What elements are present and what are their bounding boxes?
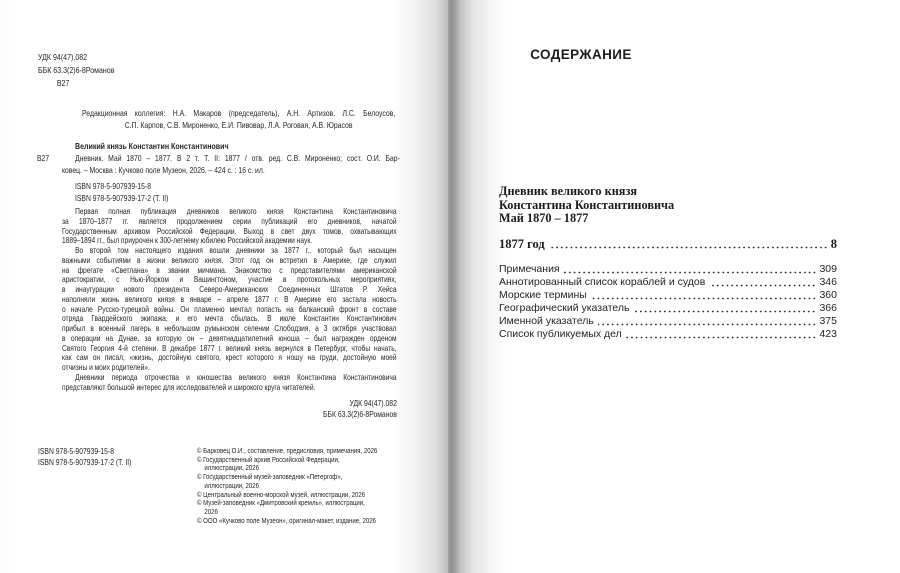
copyright-entry	[197, 499, 377, 516]
editorial-board	[82, 107, 395, 131]
annotation-line: как сам он писал, «жизнь, достойную святого, крест которого я ношу на груди, достойную моей	[62, 353, 397, 363]
toc-item	[499, 263, 837, 276]
annotation-paragraph	[62, 373, 397, 393]
annotation-line: о начале Русско-турецкой войны. Он пламенно мечтал попасть на балканский фронт в составе	[62, 304, 397, 314]
classification-codes	[38, 51, 114, 90]
annotation-line: Дневники периода отрочества и юношества великого князя Константина Константиновича	[75, 372, 397, 382]
annotation-line: Святого Георгия 4-й степени. В декабре 1877 г. великий князь вернулся в Петербург, чтобы начать,	[62, 343, 397, 353]
annotation-line: 1889–1894 гг., был приурочен к 300-летнему юбилею Российской академии наук.	[62, 236, 313, 246]
editorial-board-line: Редакционная коллегия: Н.А. Макаров (председатель), А.Н. Артизов, Л.С. Белоусов,	[82, 108, 396, 118]
copyright-line: иллюстрации, 2026	[204, 480, 260, 490]
annotation-paragraph	[62, 246, 397, 373]
toc-item	[499, 276, 837, 289]
toc-item-label: Морские термины	[499, 289, 587, 301]
copyright-line: © Барковец О.И., составление, предисловия, примечания, 2026	[197, 446, 378, 455]
catalog-entry-description	[62, 152, 400, 176]
toc-item-page: 309	[819, 263, 837, 275]
catalog-entry-isbn	[75, 180, 168, 204]
isbn-line: ISBN 978-5-907939-15-8	[38, 446, 115, 456]
dot-leader	[626, 336, 817, 339]
toc-main-section	[499, 236, 837, 252]
isbn-line: ISBN 978-5-907939-17-2 (Т. II)	[38, 457, 132, 467]
isbn-line: ISBN 978-5-907939-17-2 (Т. II)	[75, 193, 169, 203]
dot-leader	[564, 271, 817, 274]
copyright-line: © ООО «Кучково поле Музеон», оригинал-макет, издание, 2026	[197, 515, 376, 525]
dot-leader	[633, 310, 816, 313]
annotation-line: отчизны и моих родителей».	[62, 363, 150, 372]
isbn-line: ISBN 978-5-907939-15-8	[75, 181, 152, 191]
toc-item	[499, 289, 837, 302]
catalog-entry-mark: В27	[37, 153, 50, 163]
left-page-imprint	[0, 0, 448, 573]
toc-main-section-label: 1877 год	[499, 237, 545, 251]
toc-item	[499, 328, 837, 341]
toc-item-page: 366	[819, 302, 837, 314]
annotation-line: Во второй том настоящего издания вошли дневники за 1877 г., который был насыщен	[75, 246, 397, 255]
contents-heading: СОДЕРЖАНИЕ	[530, 47, 632, 62]
annotation-line: наполняли жизнь великого князя в январе – апреле 1877 г. В Америке его застала новость	[62, 294, 397, 304]
annotation-line: за 1870–1877 гг. является продолжением серии публикаций его дневников, начатой	[62, 216, 397, 226]
dot-leader	[598, 323, 817, 326]
toc-main-section-page: 8	[830, 237, 837, 251]
catalog-entry-line: ковец. – Москва : Кучково поле Музеон, 2026. – 424 с. : 16 с. ил.	[62, 165, 265, 175]
toc-item-label: Географический указатель	[499, 302, 630, 314]
toc-item-page: 346	[819, 276, 837, 288]
editorial-board-line: С.П. Карпов, С.В. Мироненко, Е.И. Пивовар, Л.А. Роговая, А.В. Юрасов	[124, 120, 353, 130]
annotation-line: представляют большой интерес для исследователей и широкого круга читателей.	[62, 382, 316, 392]
dot-leader	[709, 284, 816, 287]
copyright-notices	[197, 447, 377, 525]
toc-item-label: Список публикуемых дел	[499, 328, 622, 340]
bottom-classification-codes	[255, 398, 397, 420]
annotation-line: в инаугурации нового президента Северо-Американских Соединенных Штатов Р. Хейса	[62, 285, 397, 294]
toc-item-label: Именной указатель	[499, 315, 594, 327]
book-title-line: Май 1870 – 1877	[499, 211, 589, 225]
copyright-line: © Музей-заповедник «Дмитровский кремль», иллюстрации,	[197, 498, 365, 508]
book-title-line: Константина Константиновича	[499, 197, 675, 212]
annotation	[62, 207, 397, 392]
toc-item	[499, 302, 837, 315]
toc-item-label: Аннотированный список кораблей и судов	[499, 276, 706, 288]
annotation-line: отряда Гвардейского экипажа, и его мечта сбылась. В июле Константин Константинович	[62, 314, 397, 324]
copyright-entry	[197, 473, 377, 490]
copyright-line: 2026	[204, 506, 218, 516]
annotation-line: на фрегате «Светлана» в звании мичмана. Знакомство с представителями американской	[62, 265, 397, 275]
catalog-entry-heading: Великий князь Константин Константинович	[75, 141, 229, 151]
author-mark: В27	[56, 78, 70, 88]
annotation-line: Государственным архивом Российской Федерации. Выход в свет двух томов, охватывающих	[62, 226, 397, 236]
annotation-line: аристократии, с Нью-Йорком и Вашингтоном, участие в протокольных мероприятиях,	[62, 275, 397, 285]
dot-leader	[591, 297, 817, 300]
copyright-line: © Государственный музей-заповедник «Петергоф»,	[197, 472, 343, 482]
toc-item-label: Примечания	[499, 263, 560, 275]
toc-item-page: 360	[819, 289, 837, 301]
catalog-entry-line: Дневник. Май 1870 – 1877. В 2 т. Т. II: 1877 / отв. ред. С.В. Мироненко; сост. О.И. Бар-	[75, 153, 400, 163]
udk-code: УДК 94(47).082	[38, 52, 88, 62]
copyright-entry	[197, 517, 377, 526]
bottom-isbn	[38, 446, 131, 468]
right-page-contents	[454, 0, 900, 573]
book-title-line: Дневник великого князя	[499, 184, 638, 198]
bbk-code: ББК 63.3(2)6-8Романов	[38, 65, 115, 75]
udk-code: УДК 94(47).082	[349, 398, 397, 408]
book-title	[499, 185, 674, 226]
annotation-line: прибыл в военный лагерь в небольшом румынском селении Слободзия, а 3 октября участвовал	[62, 324, 397, 333]
annotation-line: Первая полная публикация дневников великого князя Константина Константиновича	[75, 207, 397, 216]
toc-item-page: 423	[819, 328, 837, 340]
bbk-code: ББК 63.3(2)6-8Романов	[323, 409, 397, 419]
annotation-line: важными событиями в жизни великого князя. Этот год он встретил в Америке, где служил	[62, 255, 397, 265]
toc-item-page: 375	[819, 315, 837, 327]
copyright-line: © Центральный военно-морской музей, иллюстрации, 2026	[197, 489, 366, 499]
toc-list	[499, 263, 837, 341]
annotation-paragraph	[62, 207, 397, 246]
dot-leader	[549, 246, 828, 249]
toc-item	[499, 315, 837, 328]
copyright-line: © Государственный архив Российской Федерации,	[197, 454, 340, 464]
copyright-entry	[197, 456, 377, 473]
annotation-line: в операции на Дунае, за которую он – девятнадцатилетний юноша – был награжден орденом	[62, 333, 397, 343]
copyright-line: иллюстрации, 2026	[204, 463, 260, 473]
